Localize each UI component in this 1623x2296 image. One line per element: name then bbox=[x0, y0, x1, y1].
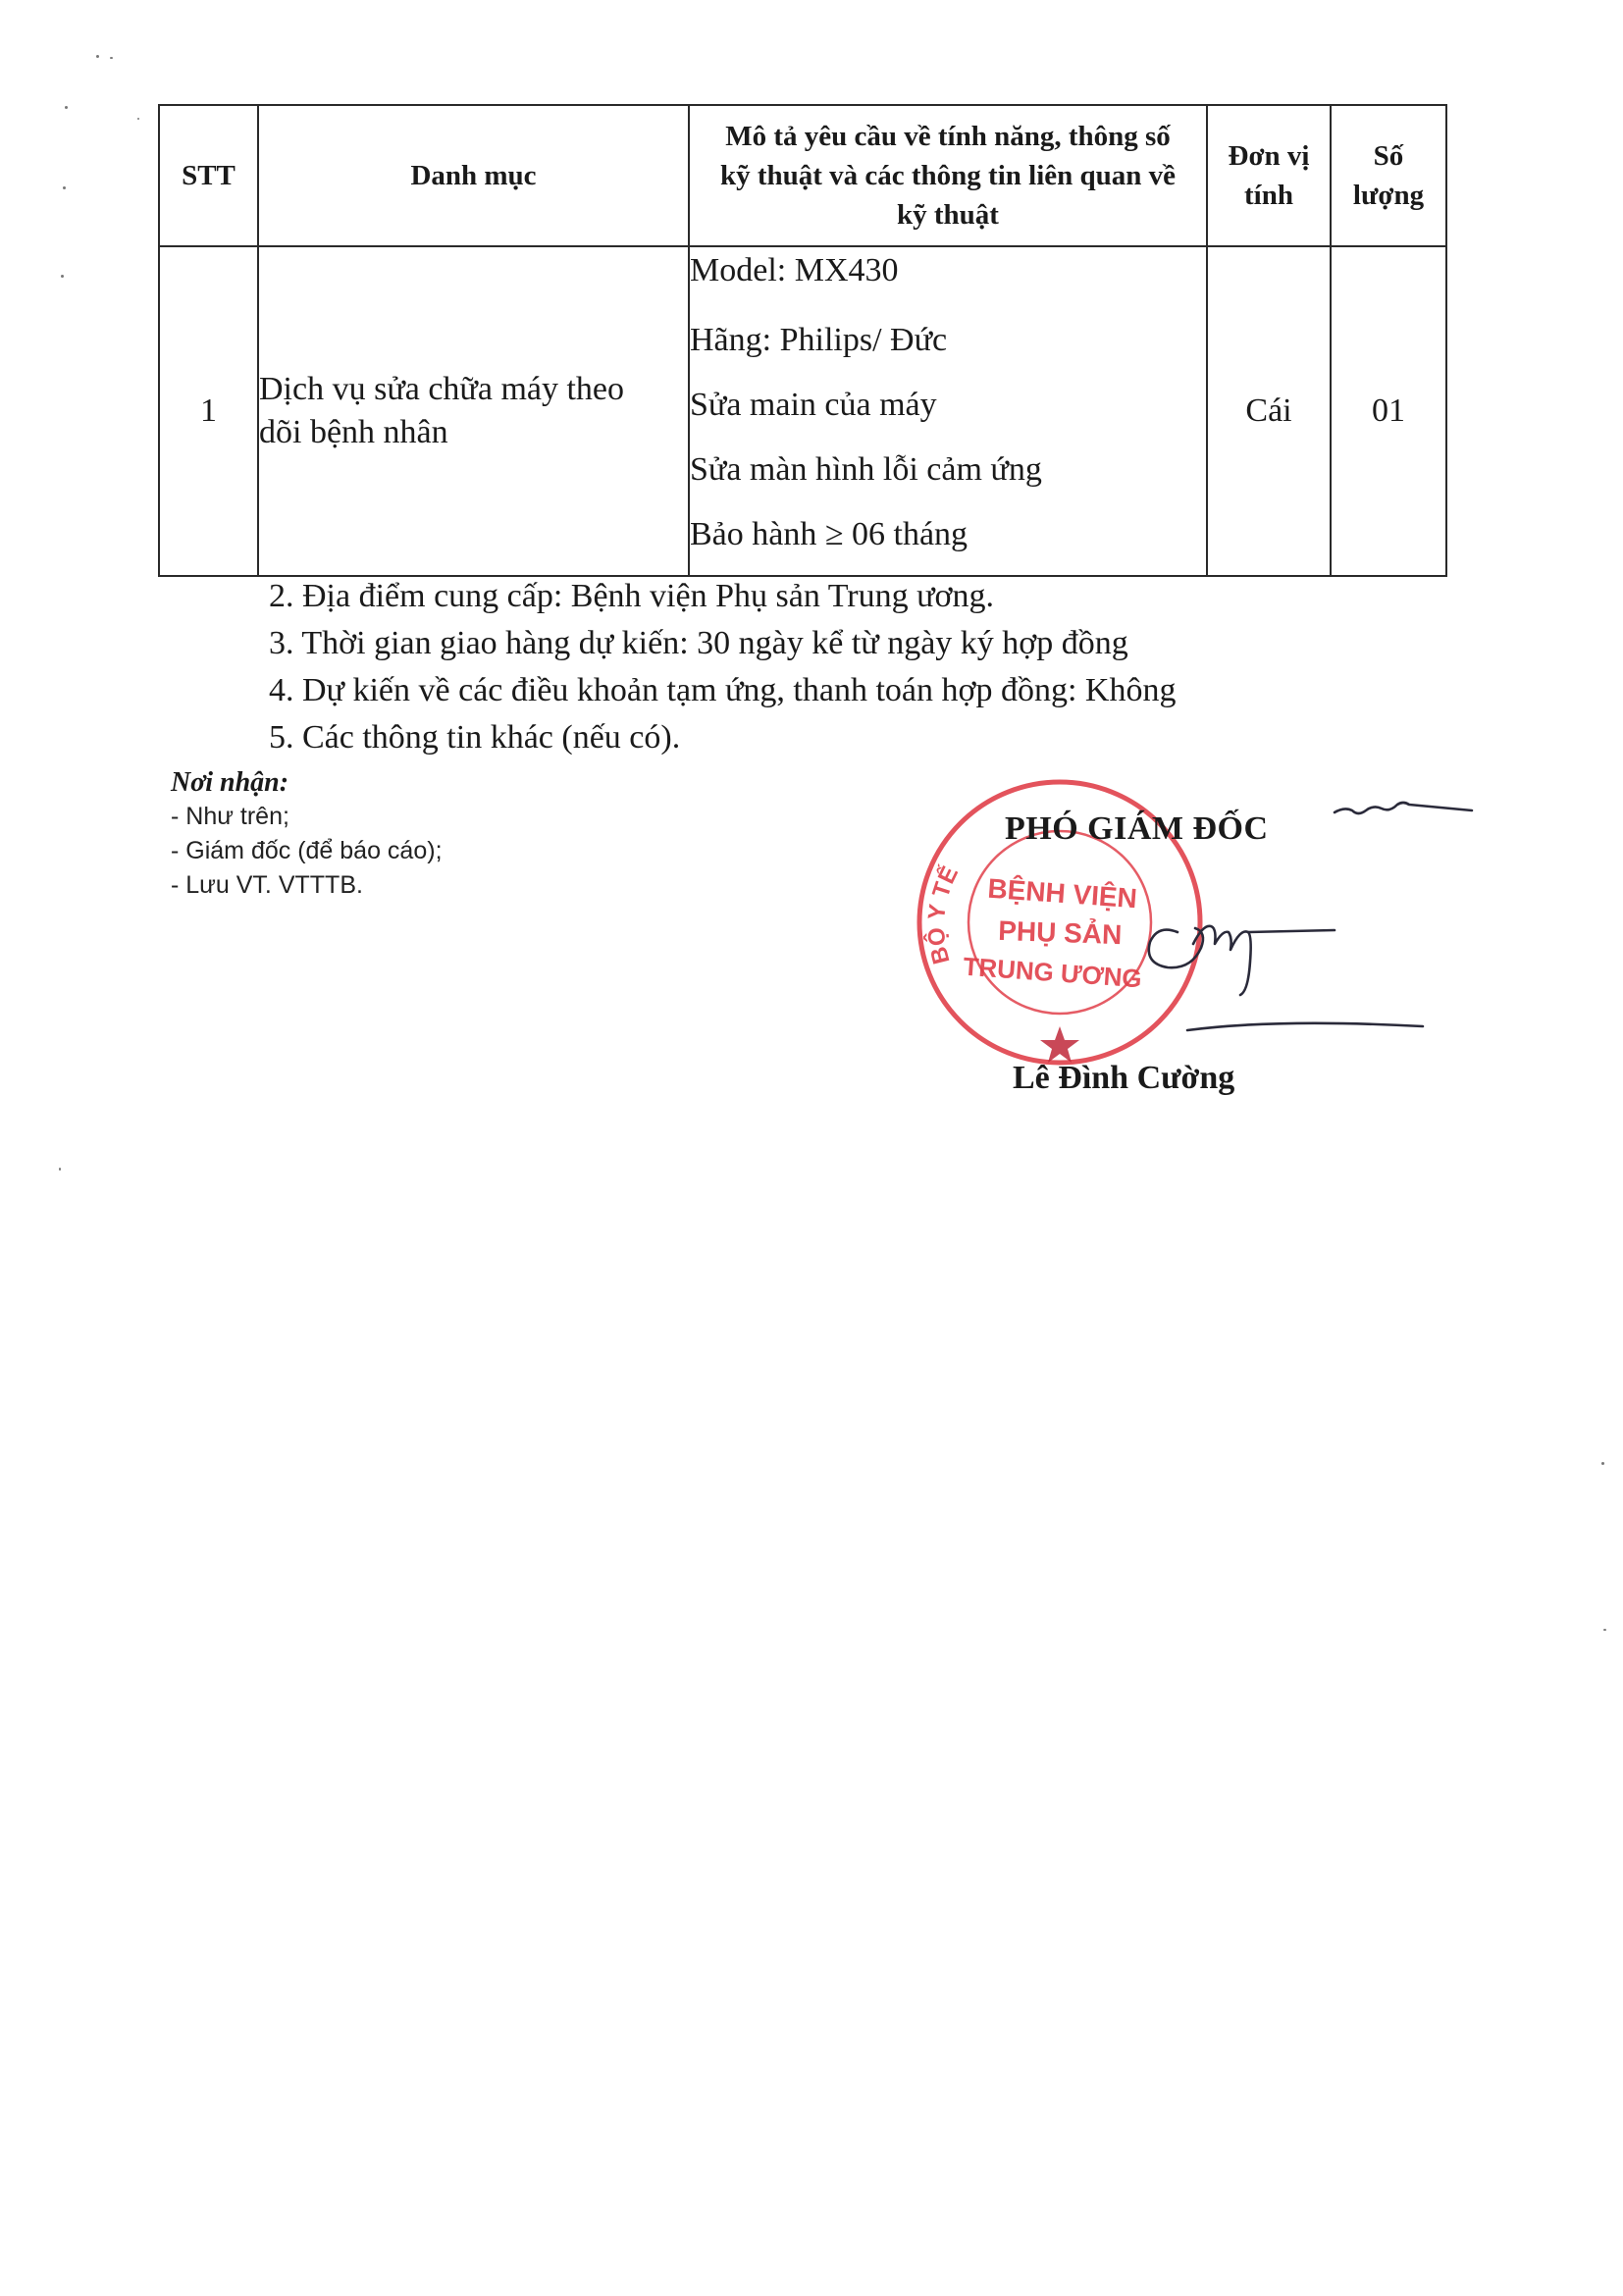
cell-stt: 1 bbox=[159, 246, 258, 576]
header-description-line: Mô tả yêu cầu về tính năng, thông số bbox=[725, 121, 1171, 152]
table-header-row bbox=[159, 105, 1446, 246]
header-description bbox=[689, 105, 1207, 246]
cell-quantity: 01 bbox=[1331, 246, 1446, 576]
header-unit bbox=[1207, 105, 1331, 246]
category-line: Dịch vụ sửa chữa máy theo bbox=[259, 371, 625, 407]
recipient-item: - Giám đốc (để báo cáo); bbox=[171, 837, 443, 864]
notes-list bbox=[269, 573, 1176, 761]
header-stt: STT bbox=[159, 105, 258, 246]
stamp-star-icon bbox=[1040, 1026, 1079, 1063]
spec-repair-main: Sửa main của máy bbox=[690, 387, 937, 423]
header-description-line: kỹ thuật và các thông tin liên quan về bbox=[719, 160, 1177, 191]
spec-model: Model: MX430 bbox=[690, 252, 899, 288]
signature-title: PHÓ GIÁM ĐỐC bbox=[1005, 810, 1269, 847]
spec-repair-screen: Sửa màn hình lỗi cảm ứng bbox=[690, 451, 1042, 488]
note-delivery-time: 3. Thời gian giao hàng dự kiến: 30 ngày kể từ ngày ký hợp đồng bbox=[269, 625, 1128, 661]
recipient-item: - Lưu VT. VTTTB. bbox=[171, 871, 363, 899]
stamp-arc-text: BỘ Y TẾ bbox=[922, 861, 965, 967]
recipients-heading: Nơi nhận: bbox=[171, 767, 289, 798]
spec-manufacturer: Hãng: Philips/ Đức bbox=[690, 322, 948, 358]
header-unit-line: tính bbox=[1244, 180, 1293, 211]
header-quantity-line: Số bbox=[1373, 140, 1404, 172]
category-line: dõi bệnh nhân bbox=[259, 414, 448, 450]
header-unit-line: Đơn vị bbox=[1228, 140, 1310, 172]
spec-warranty: Bảo hành ≥ 06 tháng bbox=[690, 516, 969, 552]
stamp-line-2: PHỤ SẢN bbox=[997, 914, 1123, 951]
cell-category bbox=[258, 246, 689, 576]
spec-table bbox=[158, 104, 1447, 577]
cell-unit: Cái bbox=[1207, 246, 1331, 576]
stamp-line-1: BỆNH VIỆN bbox=[986, 872, 1138, 914]
stamp-line-3: TRUNG ƯƠNG bbox=[962, 951, 1143, 994]
header-category: Danh mục bbox=[258, 105, 689, 246]
recipients-block bbox=[171, 765, 443, 903]
header-description-line: kỹ thuật bbox=[897, 199, 999, 231]
recipient-item: - Như trên; bbox=[171, 803, 289, 830]
note-payment-terms: 4. Dự kiến về các điều khoản tạm ứng, thanh toán hợp đồng: Không bbox=[269, 672, 1177, 708]
signer-name: Lê Đình Cường bbox=[1013, 1060, 1235, 1096]
cell-specs bbox=[689, 246, 1207, 576]
table-row bbox=[159, 246, 1446, 576]
header-quantity bbox=[1331, 105, 1446, 246]
handwritten-signature bbox=[1099, 785, 1492, 1060]
note-other-info: 5. Các thông tin khác (nếu có). bbox=[269, 719, 681, 756]
header-quantity-line: lượng bbox=[1352, 180, 1425, 211]
note-delivery-location: 2. Địa điểm cung cấp: Bệnh viện Phụ sản Trung ương. bbox=[269, 578, 995, 614]
